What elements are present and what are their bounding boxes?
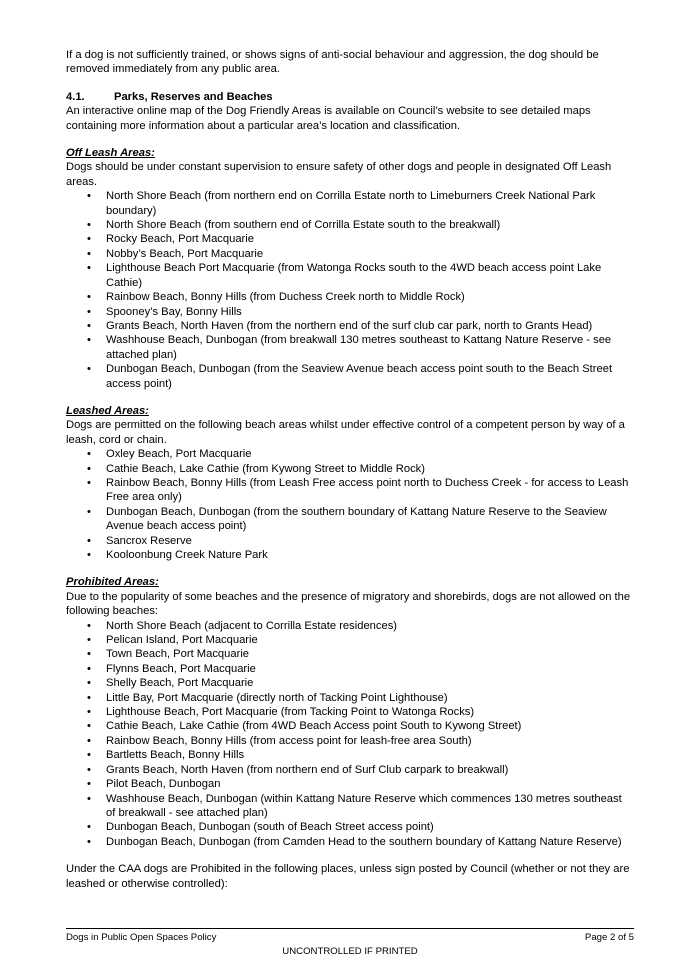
section-heading [66,90,634,104]
off-leash-list [66,189,634,391]
prohibited-list [66,619,634,850]
section-title: Parks, Reserves and Beaches [114,90,273,103]
leashed-list [66,447,634,562]
list-item: • North Shore Beach (from southern end of Corrilla Estate south to the breakwall) [66,218,634,232]
off-leash-section [66,146,634,391]
footer-uncontrolled-notice: UNCONTROLLED IF PRINTED [282,946,418,957]
off-leash-paragraph: Dogs should be under constant supervision to ensure safety of other dogs and people in designated Off Leash areas. [66,161,612,188]
list-item: • Oxley Beach, Port Macquarie [66,447,634,461]
prohibited-section [66,575,634,849]
list-item: • Cathie Beach, Lake Cathie (from 4WD Beach Access point South to Kywong Street) [66,719,634,733]
list-item: • Dunbogan Beach, Dunbogan (from the southern boundary of Kattang Nature Reserve to the Seaview Avenue beach access point) [66,505,634,534]
list-item: • Grants Beach, North Haven (from the northern end of the surf club car park, north to Grants Head) [66,319,634,333]
list-item: • Rainbow Beach, Bonny Hills (from Leash Free access point north to Duchess Creek - for access to Leash Free area only) [66,476,634,505]
list-item: • Spooney’s Bay, Bonny Hills [66,305,634,319]
list-item: • Lighthouse Beach Port Macquarie (from Watonga Rocks south to the 4WD beach access point Lake Cathie) [66,261,634,290]
page-footer [66,928,634,957]
list-item: • Cathie Beach, Lake Cathie (from Kywong Street to Middle Rock) [66,462,634,476]
section-number: 4.1. [66,90,85,103]
leashed-heading: Leashed Areas: [66,404,149,417]
list-item: • Shelly Beach, Port Macquarie [66,676,634,690]
list-item: • Kooloonbung Creek Nature Park [66,548,634,562]
list-item: • Rocky Beach, Port Macquarie [66,232,634,246]
leashed-section [66,404,634,562]
list-item: • Pilot Beach, Dunbogan [66,777,634,791]
prohibited-heading: Prohibited Areas: [66,576,159,589]
caa-paragraph: Under the CAA dogs are Prohibited in the following places, unless sign posted by Council (whether or not they are leashed or otherwise controlled): [66,863,630,890]
list-item: • Dunbogan Beach, Dunbogan (from the Seaview Avenue beach access point south to the Beach Street access point) [66,362,634,391]
list-item: • Dunbogan Beach, Dunbogan (from Camden Head to the southern boundary of Kattang Nature Reserve) [66,835,634,849]
leashed-paragraph: Dogs are permitted on the following beach areas whilst under effective control of a competent person by way of a leash, cord or chain. [66,419,625,446]
footer-page-number: Page 2 of 5 [584,932,634,943]
list-item: • Lighthouse Beach, Port Macquarie (from Tacking Point to Watonga Rocks) [66,705,634,719]
off-leash-heading: Off Leash Areas: [66,147,155,160]
intro-paragraph: If a dog is not sufficiently trained, or shows signs of anti-social behaviour and aggression, the dog should be removed immediately from any public area. [66,49,599,76]
list-item: • Flynns Beach, Port Macquarie [66,662,634,676]
list-item: • Town Beach, Port Macquarie [66,647,634,661]
list-item: • North Shore Beach (from northern end on Corrilla Estate north to Limeburners Creek National Park boundary) [66,189,634,218]
list-item: • Little Bay, Port Macquarie (directly north of Tacking Point Lighthouse) [66,691,634,705]
footer-policy-title: Dogs in Public Open Spaces Policy [66,932,217,943]
document-page [66,48,634,891]
list-item: • Grants Beach, North Haven (from northern end of Surf Club carpark to breakwall) [66,763,634,777]
list-item: • Rainbow Beach, Bonny Hills (from access point for leash-free area South) [66,734,634,748]
list-item: • Rainbow Beach, Bonny Hills (from Duchess Creek north to Middle Rock) [66,290,634,304]
list-item: • Sancrox Reserve [66,534,634,548]
list-item: • Pelican Island, Port Macquarie [66,633,634,647]
list-item: • Dunbogan Beach, Dunbogan (south of Beach Street access point) [66,820,634,834]
list-item: • Washhouse Beach, Dunbogan (within Kattang Nature Reserve which commences 130 metres southeast of breakwall - see attached plan) [66,792,634,821]
list-item: • Nobby’s Beach, Port Macquarie [66,247,634,261]
list-item: • North Shore Beach (adjacent to Corrilla Estate residences) [66,619,634,633]
prohibited-paragraph: Due to the popularity of some beaches and the presence of migratory and shorebirds, dogs are not allowed on the following beaches: [66,590,631,618]
section-paragraph: An interactive online map of the Dog Friendly Areas is available on Council’s website to see detailed maps containing more information about a particular area’s location and classification. [66,105,591,132]
list-item: • Washhouse Beach, Dunbogan (from breakwall 130 metres southeast to Kattang Nature Reserve - see attached plan) [66,333,634,362]
list-item: • Bartletts Beach, Bonny Hills [66,748,634,762]
